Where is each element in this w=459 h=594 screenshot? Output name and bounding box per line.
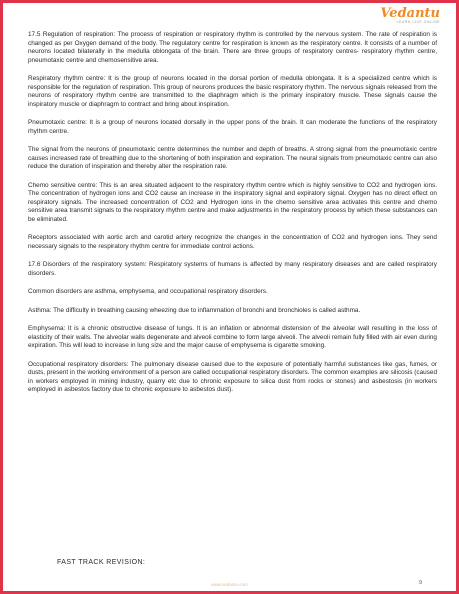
paragraph-pneumotaxic-signal: The signal from the neurons of pneumotaxic centre determines the number and depth of breaths. A strong signal from the pneumotaxic centre causes increased rate of breathing due to the shortening of both inspiration and expiration. The neural signals from pneumotaxic centre can also reduce the duration of inspiration and thereby alter the respiration rate. (28, 146, 437, 170)
paragraph-respiratory-rhythm-centre: Respiratory rhythm centre: It is the group of neurons located in the dorsal portion of medulla oblongata. It is a specialized centre which is responsible for the regulation of respiration. This group of neurons produces the basic respiratory rhythm. The nervous signals released from the neurons of respiratory rhythm centre are transmitted to the diaphragm which is the primary inspiratory muscle. These signals cause the inspiratory muscle or diaphragm to contract and bring about inspiration. (28, 75, 437, 108)
footer-url[interactable]: www.vedantu.com (211, 582, 248, 587)
paragraph-occupational-disorders: Occupational respiratory disorders: The pulmonary disease caused due to the exposure of potentially harmful substances like gas, fumes, or dusts, present in the working environment of a person are called occupational respiratory disorders. The common examples are silicosis (caused in workers employed in mining industry, quarry etc due to chronic exposure to silica dust from rocks or stones) and asbestosis (in workers employed in asbestos factory due to chronic exposure to asbestos dust). (28, 360, 437, 393)
document-body (28, 31, 437, 405)
logo-wordmark: Vedantu (380, 6, 440, 21)
vedantu-logo (380, 7, 440, 24)
paragraph-common-disorders: Common disorders are asthma, emphysema, and occupational respiratory disorders. (28, 288, 268, 295)
paragraph-disorders: 17.6 Disorders of the respiratory system: Respiratory systems of humans is affected by many respiratory diseases and are called respiratory disorders. (28, 261, 437, 277)
paragraph-asthma: Asthma: The difficulty in breathing causing wheezing due to inflammation of bronchi and bronchioles is called asthma. (28, 306, 361, 314)
paragraph-chemo-sensitive-centre: Chemo sensitive centre: This is an area situated adjacent to the respiratory rhythm centre which is highly sensitive to CO2 and hydrogen ions. The concentration of hydrogen ions and CO2 cause an increase in the inspiratory signal and expiratory signal. Oxygen has no direct effect on respiratory signals. The increased concentration of CO2 and Hydrogen ions in the chemo sensitive area activates this centre and chemo sensitive area transmit signals to the respiratory rhythm centre and make adjustments in the respiratory process by which these substances can be eliminated. (28, 181, 437, 223)
paragraph-pneumotaxic-centre: Pneumotaxic centre: It is a group of neurons located dorsally in the upper pons of the brain. It can moderate the functions of the respiratory rhythm centre. (28, 119, 437, 135)
paragraph-regulation-of-respiration: 17.5 Regulation of respiration: The process of respiration or respiratory rhythm is controlled by the nervous system. The rate of respiration is changed as per Oxygen demand of the body. The regulatory centre for respiration is known as the respiratory centre. It consists of a number of neurons located bilaterally in the medulla oblongata of the brain. There are three groups of respiratory centres- respiratory rhythm centre, pneumotaxic centre and chemosensitive area. (28, 31, 437, 64)
fast-track-revision-heading: FAST TRACK REVISION: (57, 559, 146, 566)
logo-tagline: LEARN LIVE ONLINE (396, 20, 440, 24)
paragraph-emphysema: Emphysema: It is a chronic obstructive disease of lungs. It is an inflation or abnormal distension of the alveolar wall resulting in the loss of elasticity of their walls. The alveolar walls degenerate and alveoli combine to form large alveoli. The alveoli remain fully filled with air even during expiration. This will lead to increase in lung size and the major cause of emphysema is cigarette smoking. (28, 325, 437, 349)
paragraph-receptors: Receptors associated with aortic arch and carotid artery recognize the changes in the concentration of CO2 and hydrogen ions. They send necessary signals to the respiratory rhythm centre for immediate control actions. (28, 234, 437, 250)
page-number: 9 (418, 580, 422, 586)
